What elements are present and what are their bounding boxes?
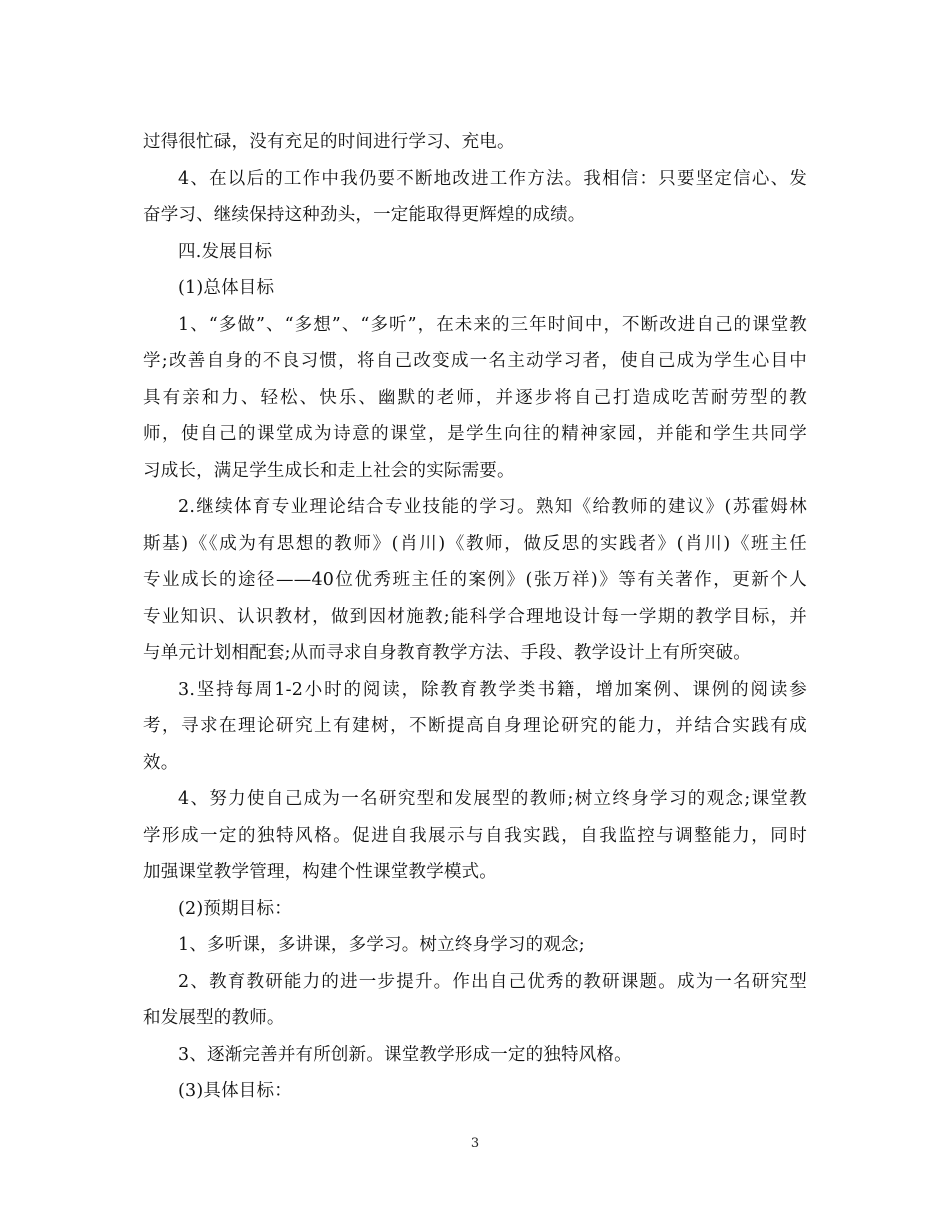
text-line: 过得很忙碌，没有充足的时间进行学习、充电。: [143, 132, 515, 152]
text-line: 4、在以后的工作中我仍要不断地改进工作方法。我相信：只要坚定信心、发: [178, 168, 807, 189]
text-line: 2.继续体育专业理论结合专业技能的学习。熟知《给教师的建议》(苏霍姆林: [178, 497, 807, 517]
text-line: 奋学习、继续保持这种劲头，一定能取得更辉煌的成绩。: [143, 205, 586, 225]
text-line: 斯基)《《成为有思想的教师》(肖川)《教师，做反思的实践者》(肖川)《班主任: [143, 533, 807, 554]
subsection-heading: (3)具体目标：: [178, 1081, 292, 1101]
text-line: 学形成一定的独特风格。促进自我展示与自我实践，自我监控与调整能力，同时: [143, 825, 807, 846]
subsection-heading: (2)预期目标：: [178, 898, 292, 919]
text-line: 与单元计划相配套;从而寻求自身教育教学方法、手段、教学设计上有所突破。: [143, 643, 751, 663]
text-line: 学;改善自身的不良习惯，将自己改变成一名主动学习者，使自己成为学生心目中: [143, 351, 807, 371]
document-body: [143, 124, 807, 1110]
text-line: 3.坚持每周1-2小时的阅读，除教育教学类书籍，增加案例、课例的阅读参: [178, 679, 807, 700]
text-line: 效。: [143, 752, 179, 773]
text-line: 考，寻求在理论研究上有建树，不断提高自身理论研究的能力，并结合实践有成: [143, 716, 807, 736]
text-line: 1、多听课，多讲课，多学习。树立终身学习的观念;: [178, 935, 585, 955]
section-heading: 四.发展目标: [178, 241, 273, 262]
page-number: 3: [470, 1136, 480, 1151]
text-line: 4、努力使自己成为一名研究型和发展型的教师;树立终身学习的观念;课堂教: [178, 789, 807, 809]
text-line: 师，使自己的课堂成为诗意的课堂，是学生向往的精神家园，并能和学生共同学: [143, 424, 807, 444]
text-line: 习成长，满足学生成长和走上社会的实际需要。: [143, 460, 515, 481]
text-line: 专业成长的途径——40位优秀班主任的案例》(张万祥)》等有关著作，更新个人: [143, 570, 807, 590]
subsection-heading: (1)总体目标: [178, 278, 275, 298]
text-line: 和发展型的教师。: [143, 1008, 285, 1028]
text-line: 专业知识、认识教材，做到因材施教;能科学合理地设计每一学期的教学目标，并: [143, 606, 807, 627]
text-line: 1、“多做”、“多想”、“多听”，在未来的三年时间中，不断改进自己的课堂教: [178, 314, 807, 335]
text-line: 3、逐渐完善并有所创新。课堂教学形成一定的独特风格。: [178, 1044, 632, 1065]
text-line: 2、教育教研能力的进一步提升。作出自己优秀的教研课题。成为一名研究型: [178, 971, 807, 992]
text-line: 加强课堂教学管理，构建个性课堂教学模式。: [143, 862, 497, 882]
text-line: 具有亲和力、轻松、快乐、幽默的老师，并逐步将自己打造成吃苦耐劳型的教: [143, 387, 807, 408]
